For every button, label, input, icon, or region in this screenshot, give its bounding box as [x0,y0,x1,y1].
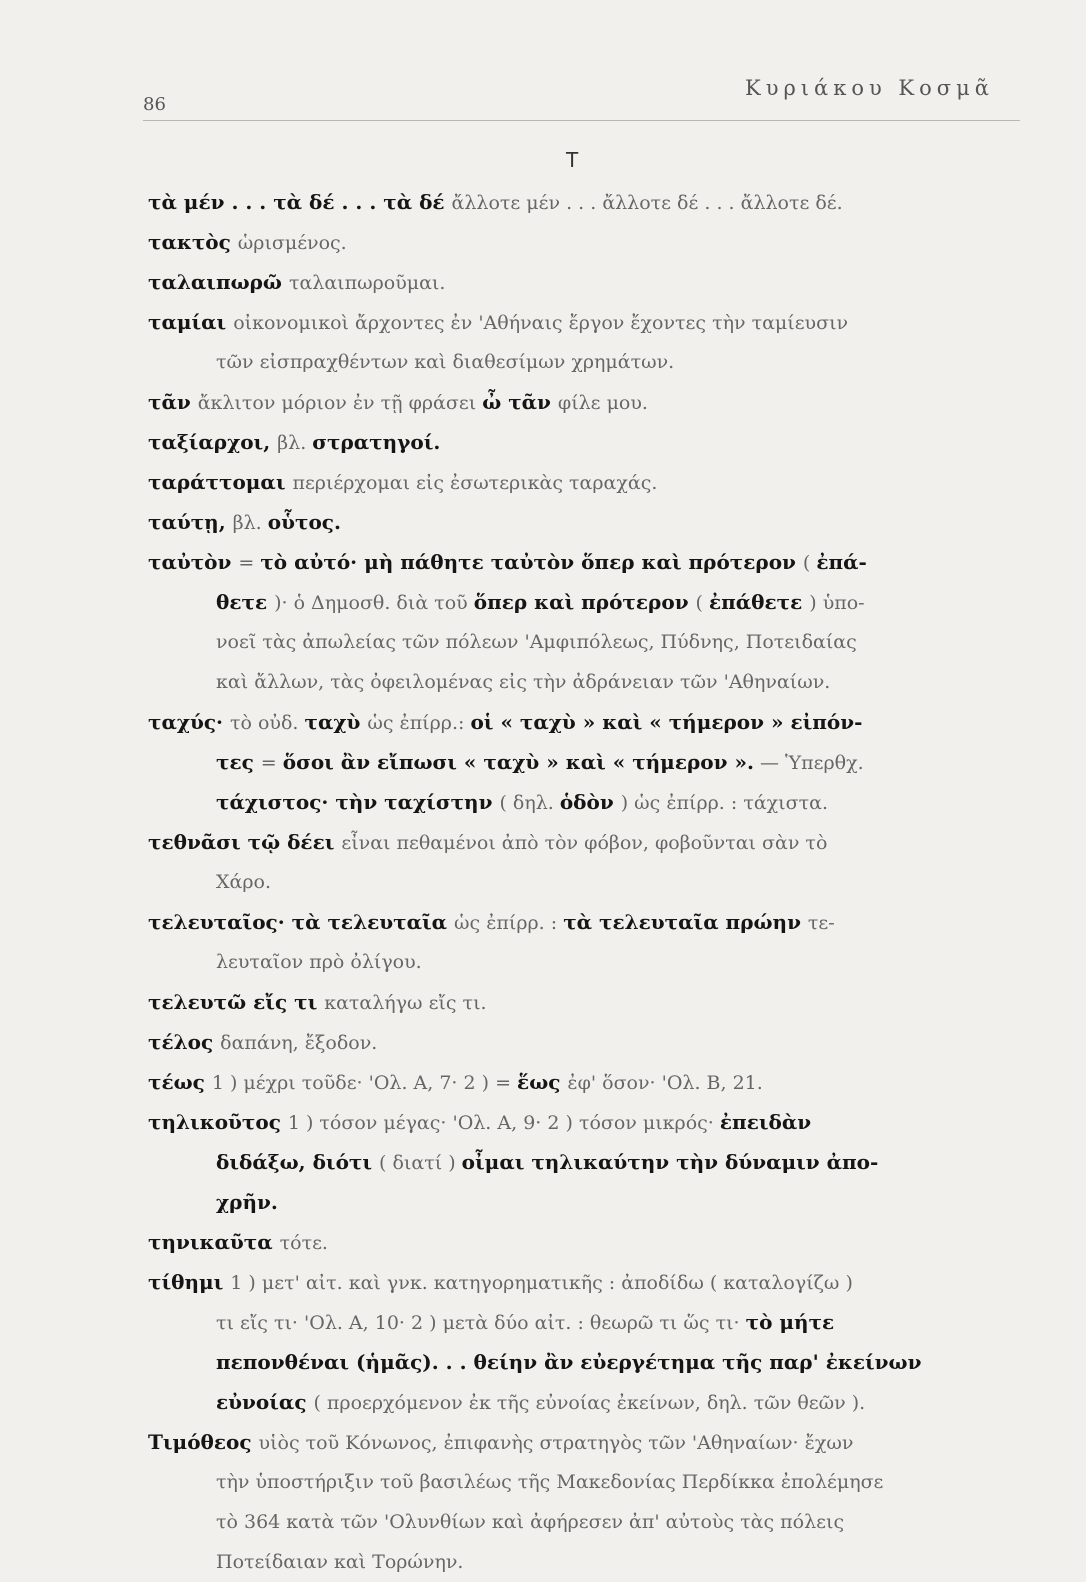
entry-line [148,382,1028,422]
definition-text: = [238,552,261,574]
dictionary-entry [148,382,1028,422]
definition-text: περιέρχομαι εἰς ἐσωτερικὰς ταραχάς. [292,472,658,494]
dictionary-entry [148,1422,1028,1582]
headword-text: ὅσοι ἂν εἴπωσι « ταχὺ » καὶ « τήμερον ». [282,750,754,774]
definition-text: ὡς ἐπίρρ. : [454,912,564,934]
headword-text: τίθημι [148,1270,231,1294]
entry-continuation-line [148,1302,1028,1342]
definition-text: 1 ) μέχρι τοῦδε· 'Ολ. Α, 7· 2 ) = [211,1072,518,1094]
headword-text: τελευτῶ εἴς τι [148,990,325,1014]
headword-text: στρατηγοί. [312,430,441,454]
definition-text: Χάρο. [216,871,272,893]
headword-text: ὁδὸν [559,790,621,814]
entry-line [148,822,1028,862]
definition-text: ( δηλ. [499,792,560,814]
entry-line [148,502,1028,542]
entry-continuation-line [148,742,1028,782]
definition-text: 1 ) τόσον μέγας· 'Ολ. Α, 9· 2 ) τόσον μικρός· [287,1112,720,1134]
entry-continuation-line [148,582,1028,622]
entry-continuation-line [148,1182,1028,1222]
headword-text: οἱ « ταχὺ » καὶ « τήμερον » εἰπόν- [470,710,863,734]
definition-text: ( [695,592,709,614]
definition-text: τὸ 364 κατὰ τῶν 'Ολυνθίων καὶ ἀφήρεσεν ἀπ' αὐτοὺς τὰς πόλεις [216,1511,845,1533]
headword-text: ταμίαι [148,310,234,334]
dictionary-entry [148,542,1028,702]
entry-line [148,422,1028,462]
entry-continuation-line [148,1502,1028,1542]
headword-text: τελευταῖος· τὰ τελευταῖα [148,910,455,934]
headword-text: τὸ αὐτό· μὴ πάθητε ταὐτὸν ὅπερ καὶ πρότερον [260,550,803,574]
headword-text: ταχὺ [304,710,368,734]
entry-line [148,182,1028,222]
headword-text: τες [216,750,261,774]
headword-text: τέως [148,1070,212,1094]
definition-text: οἰκονομικοὶ ἄρχοντες ἐν 'Αθήναις ἔργον ἔχοντες τὴν ταμίευσιν [233,312,849,334]
headword-text: τᾶν [148,390,198,414]
headword-text: ἐπειδὰν [719,1110,812,1134]
headword-text: ταράττομαι [148,470,293,494]
headword-text: διδάξω, διότι [216,1150,380,1174]
entry-continuation-line [148,862,1028,902]
definition-text: καὶ ἄλλων, τὰς ὀφειλομένας εἰς τὴν ἀδράνειαν τῶν 'Αθηναίων. [216,671,831,693]
dictionary-entry [148,1062,1028,1102]
entry-continuation-line [148,1462,1028,1502]
definition-text: ὡρισμένος. [237,232,347,254]
headword-text: ταὐτὸν [148,550,239,574]
definition-text: τὴν ὑποστήριξιν τοῦ βασιλέως τῆς Μακεδονίας Περδίκκα ἐπολέμησε [216,1471,884,1493]
definition-text: ( προερχόμενον ἐκ τῆς εὐνοίας ἐκείνων, δηλ. τῶν θεῶν ). [313,1392,866,1414]
headword-text: ἕως [517,1070,568,1094]
entry-continuation-line [148,622,1028,662]
entry-continuation-line [148,1342,1028,1382]
entry-line [148,1222,1028,1262]
headword-text: ἐπάθετε [708,590,810,614]
definition-text: καταλήγω εἴς τι. [324,992,487,1014]
headword-text: τὰ μέν . . . τὰ δέ . . . τὰ δέ [148,190,452,214]
entry-line [148,542,1028,582]
headword-text: ταξίαρχοι, [148,430,278,454]
headword-text: τακτὸς [148,230,238,254]
headword-text: Τιμόθεος [148,1430,259,1454]
entry-line [148,1262,1028,1302]
entry-line [148,222,1028,262]
definition-text: ἐφ' ὅσον· 'Ολ. Β, 21. [567,1072,763,1094]
entry-line [148,1422,1028,1462]
headword-text: οὗτος. [267,510,341,534]
definition-text: φίλε μου. [557,392,648,414]
definition-text: ( διατί ) [379,1152,462,1174]
dictionary-entry [148,902,1028,982]
entry-continuation-line [148,1142,1028,1182]
dictionary-entry [148,302,1028,382]
definition-text: — Ὑπερθχ. [753,752,864,774]
entry-line [148,462,1028,502]
dictionary-entry [148,182,1028,222]
definition-text: ) ὑπο- [809,592,865,614]
headword-text: τὸ μήτε [745,1310,835,1334]
headword-text: ἐπά- [816,550,867,574]
section-letter: Τ [566,148,579,172]
definition-text: τε- [807,912,835,934]
dictionary-entries [148,182,1028,1582]
definition-text: ἄκλιτον μόριον ἐν τῇ φράσει [197,392,483,414]
entry-continuation-line [148,942,1028,982]
entry-line [148,1022,1028,1062]
dictionary-entry [148,502,1028,542]
entry-line [148,702,1028,742]
definition-text: βλ. [277,432,313,454]
dictionary-entry [148,702,1028,822]
entry-line [148,262,1028,302]
dictionary-entry [148,222,1028,262]
entry-line [148,982,1028,1022]
headword-text: ὦ τᾶν [482,390,558,414]
definition-text: 1 ) μετ' αἰτ. καὶ γνκ. κατηγορηματικῆς : ἀποδίδω ( καταλογίζω ) [230,1272,853,1294]
headword-text: τηνικαῦτα [148,1230,280,1254]
entry-line [148,302,1028,342]
dictionary-entry [148,1222,1028,1262]
definition-text: τότε. [279,1232,328,1254]
definition-text: λευταῖον πρὸ ὀλίγου. [216,951,422,973]
headword-text: τάχιστος· τὴν ταχίστην [216,790,500,814]
dictionary-entry [148,1102,1028,1222]
entry-continuation-line [148,782,1028,822]
headword-text: τὰ τελευταῖα πρώην [563,910,808,934]
entry-line [148,1102,1028,1142]
definition-text: εἶναι πεθαμένοι ἀπὸ τὸν φόβον, φοβοῦνται σὰν τὸ [341,832,828,854]
entry-line [148,902,1028,942]
dictionary-entry [148,462,1028,502]
running-head: Κυριάκου Κοσμᾶ [745,76,994,100]
definition-text: υἱὸς τοῦ Κόνωνος, ἐπιφανὴς στρατηγὸς τῶν 'Αθηναίων· ἔχων [258,1432,854,1454]
definition-text: ἄλλοτε μέν . . . ἄλλοτε δέ . . . ἄλλοτε δέ. [451,192,843,214]
dictionary-entry [148,1022,1028,1062]
dictionary-entry [148,1262,1028,1422]
dictionary-entry [148,422,1028,462]
headword-text: εὐνοίας [216,1390,314,1414]
definition-text: )· ὁ Δημοσθ. διὰ τοῦ [274,592,474,614]
page-number: 86 [143,94,166,115]
definition-text: τι εἴς τι· 'Ολ. Α, 10· 2 ) μετὰ δύο αἰτ. : θεωρῶ τι ὥς τι· [216,1312,746,1334]
headword-text: χρῆν. [216,1190,278,1214]
headword-text: ταύτῃ, [148,510,233,534]
headword-text: θετε [216,590,275,614]
headword-text: πεπονθέναι (ἡμᾶς). . . θείην ἂν εὐεργέτημα τῆς παρ' ἐκείνων [216,1350,922,1374]
definition-text: τὸ οὐδ. [229,712,305,734]
headword-text: οἶμαι τηλικαύτην τὴν δύναμιν ἀπο- [461,1150,879,1174]
definition-text: βλ. [232,512,268,534]
entry-continuation-line [148,662,1028,702]
headword-text: ταχύς· [148,710,230,734]
headword-text: τηλικοῦτος [148,1110,288,1134]
definition-text: ὡς ἐπίρρ.: [367,712,471,734]
dictionary-entry [148,262,1028,302]
headword-text: ὅπερ καὶ πρότερον [473,590,696,614]
definition-text: τῶν εἰσπραχθέντων καὶ διαθεσίμων χρημάτων. [216,351,675,373]
entry-continuation-line [148,1382,1028,1422]
definition-text: ταλαιπωροῦμαι. [288,272,446,294]
definition-text: ( [802,552,817,574]
definition-text: = [260,752,283,774]
definition-text: Ποτείδαιαν καὶ Τορώνην. [216,1551,464,1573]
definition-text: δαπάνη, ἔξοδον. [220,1032,378,1054]
headword-text: ταλαιπωρῶ [148,270,289,294]
entry-continuation-line [148,1542,1028,1582]
definition-text: νοεῖ τὰς ἀπωλείας τῶν πόλεων 'Αμφιπόλεως, Πύδνης, Ποτειδαίας [216,631,857,653]
dictionary-entry [148,982,1028,1022]
entry-line [148,1062,1028,1102]
headword-text: τεθνᾶσι τῷ δέει [148,830,342,854]
entry-continuation-line [148,342,1028,382]
dictionary-entry [148,822,1028,902]
header-rule [143,120,1020,121]
definition-text: ) ὡς ἐπίρρ. : τάχιστα. [620,792,828,814]
headword-text: τέλος [148,1030,221,1054]
